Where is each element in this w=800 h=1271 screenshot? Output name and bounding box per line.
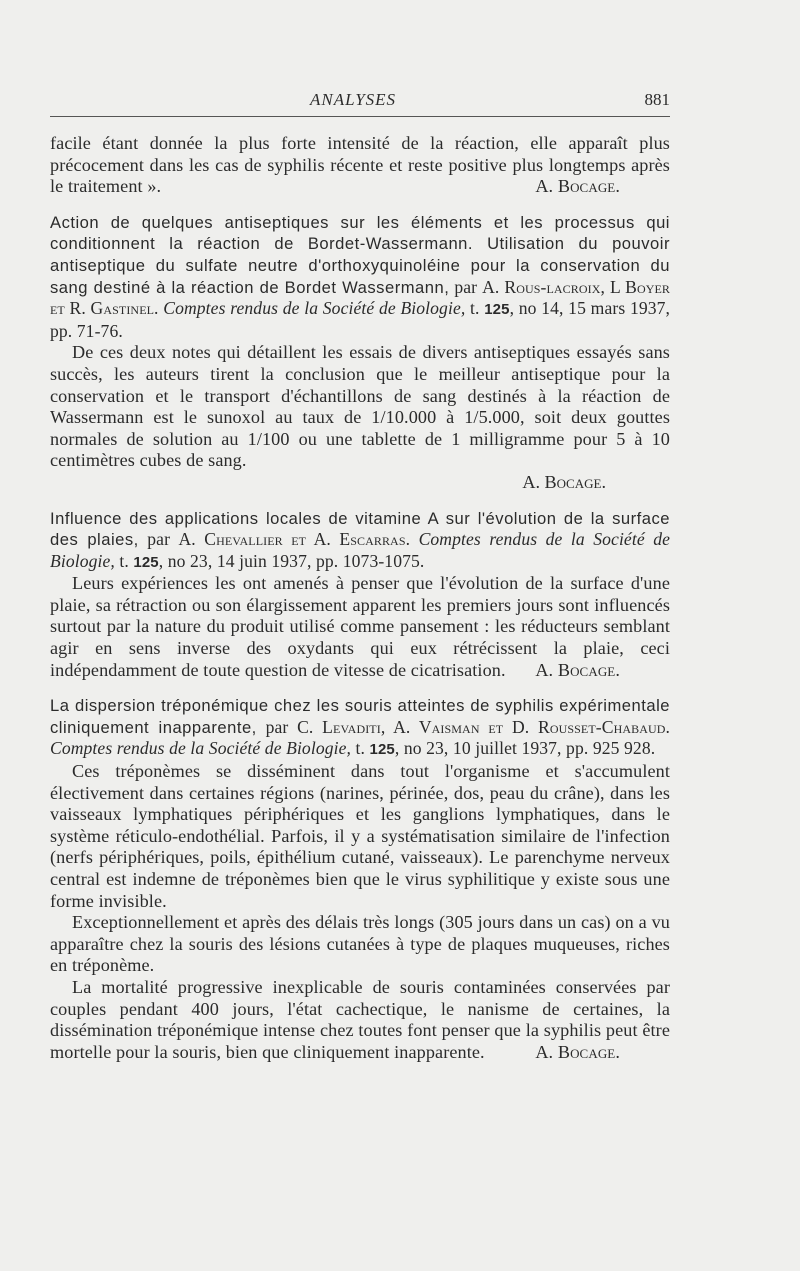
article-ref-prefix: t. [470, 298, 480, 319]
intro-text: facile étant donnée la plus forte intensité de la réaction, elle apparaît plus précocement dans les cas de syphilis récente et reste positive plus longtemps après le traitement ». [50, 133, 670, 197]
article-vitamine-a [50, 508, 670, 682]
article-journal: Comptes rendus de la Société de Biologie, [50, 738, 352, 759]
article-authors: A. Chevallier et A. Escarras. [178, 529, 411, 550]
article-volume: 125 [484, 301, 510, 319]
article-heading [50, 695, 670, 761]
article-ref-suffix: , no 23, 14 juin 1937, pp. 1073-1075. [158, 550, 425, 571]
article-by: par [454, 276, 478, 297]
intro-signature: A. Bocage. [535, 176, 620, 197]
article-paragraph-text: Leurs expériences les ont amenés à penser que l'évolution de la surface d'une plaie, sa rétraction ou son élargissement apparent les premiers jours sont influencés surtout par la nature du produit utilisé comme pansement : les réducteurs semblant agir en sens inverse des oxydants qui eux rétrécissent la plaie, ceci indépendamment de toute question de vitesse de cicatrisation. [50, 573, 670, 680]
article-ref-suffix: , no 23, 10 juillet 1937, pp. 925 928. [394, 738, 656, 759]
article-authors: A. Rous-lacroix, L Boyer et R. Gastinel. [50, 276, 671, 319]
article-paragraph: De ces deux notes qui détaillent les essais de divers antiseptiques essayés sans succès, les auteurs tirent la conclusion que le meilleur antiseptique pour la conservation et le transport d'échantillons de sang destinés à la réaction de Wassermann est le sunoxol au taux de 1/10.000 à 1/5.000, soit deux gouttes normales de solution au 1/100 ou une tablette de 1 milligramme pour 5 à 10 centimètres cubes de sang. [50, 342, 670, 471]
article-title: Action de quelques antiseptiques sur les éléments et les processus qui conditionnent la réaction de Bordet-Wassermann. Utilisation du pouvoir antiseptique du sulfate neutre d'orthoxyquinoléine pour la conservation du sang destiné à la réaction de Bordet Wassermann, [50, 212, 670, 297]
article-signature: A. Bocage. [522, 471, 606, 492]
article-journal: Comptes rendus de la Société de Biologie, [163, 298, 466, 319]
article-journal: Comptes rendus de la Société de Biologie, [50, 529, 671, 571]
article-antiseptiques [50, 212, 670, 494]
article-heading [50, 508, 670, 574]
article-paragraph [50, 977, 670, 1063]
journal-page [50, 88, 670, 1063]
article-ref-prefix: t. [355, 738, 366, 759]
article-by: par [147, 529, 171, 550]
article-title: La dispersion tréponémique chez les souris atteintes de syphilis expérimentale cliniquement inapparente, [50, 696, 670, 737]
article-paragraph-text: La mortalité progressive inexplicable de souris contaminées conservées par couples pendant 400 jours, l'état cachectique, le nanisme de certaines, la dissémination tréponémique intense chez toutes font penser que la syphilis peut être mortelle pour la souris, bien que cliniquement inapparente. [50, 976, 670, 1062]
article-volume: 125 [369, 741, 395, 759]
article-ref-prefix: t. [119, 550, 129, 571]
article-paragraph: Ces tréponèmes se disséminent dans tout l'organisme et s'accumulent électivement dans certaines régions (narines, périnée, dos, peau du crâne), dans les vaisseaux lymphatiques périphériques et les ganglions lymphatiques, dans le système réticulo-endothélial. Parfois, il y a systématisation similaire de l'infection (nerfs périphériques, poils, épithélium cutané, vaisseaux). Le parenchyme nerveux central est indemne de tréponèmes bien que le virus syphilitique y existe sous une forme invisible. [50, 761, 670, 911]
article-signature: A. Bocage. [535, 659, 620, 680]
article-paragraph: Exceptionnellement et après des délais très longs (305 jours dans un cas) on a vu apparaître chez la souris des lésions cutanées à type de plaques muqueuses, riches en tréponème. [50, 912, 670, 976]
page-body [50, 133, 670, 1063]
article-ref-suffix: , no 14, 15 mars 1937, pp. 71-76. [50, 298, 671, 341]
article-authors: C. Levaditi, A. Vaisman et D. Rousset-Chabaud. [297, 716, 671, 737]
page-header [50, 88, 670, 117]
article-dispersion-treponemique [50, 695, 670, 1063]
article-paragraph [50, 573, 670, 681]
article-volume: 125 [133, 553, 159, 571]
article-signature: A. Bocage. [535, 1041, 620, 1062]
article-heading [50, 212, 670, 343]
intro-paragraph [50, 133, 670, 198]
article-title: Influence des applications locales de vitamine A sur l'évolution de la surface des plaies, [50, 508, 670, 550]
running-title: ANALYSES [310, 90, 397, 109]
page-number: 881 [644, 90, 670, 109]
article-by: par [265, 716, 289, 737]
